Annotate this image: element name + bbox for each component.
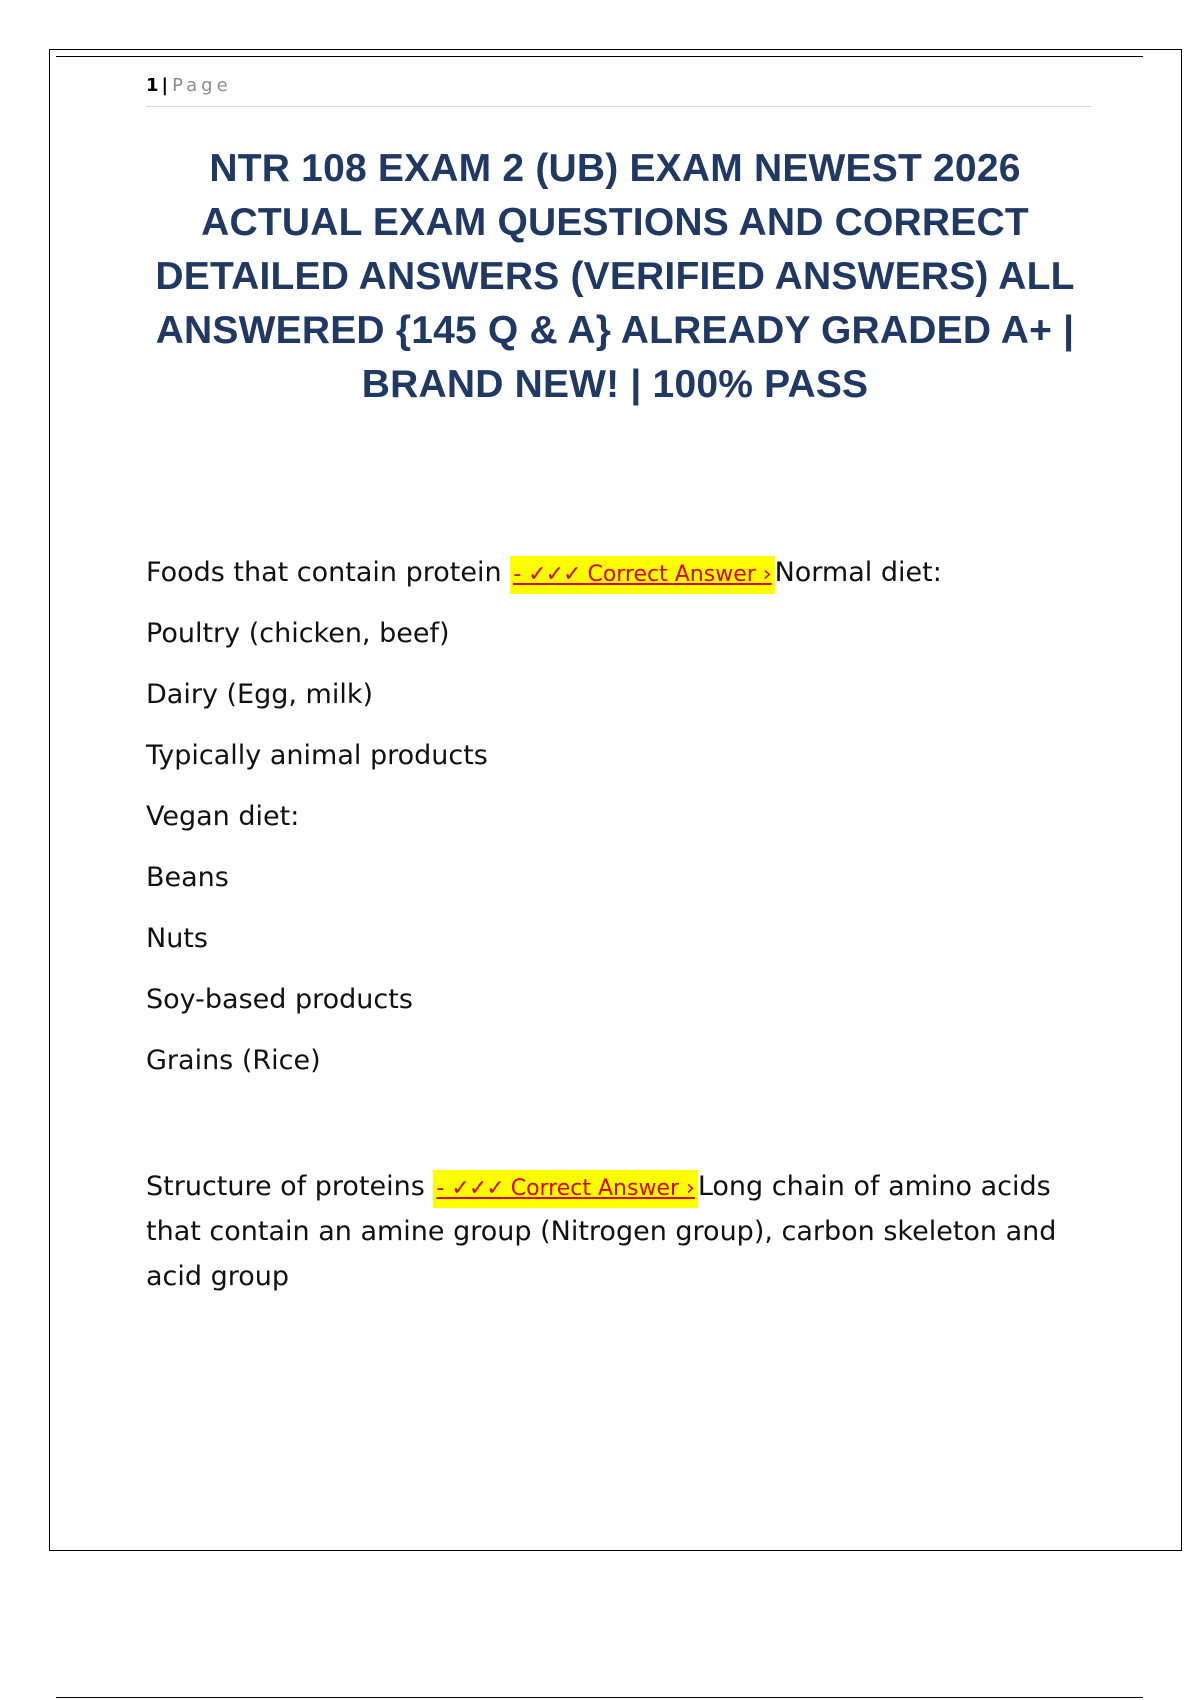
- chevron-right-icon: ›: [762, 562, 772, 587]
- question-text: Foods that contain protein: [146, 557, 502, 588]
- answer-line: Grains (Rice): [146, 1045, 321, 1076]
- qa-block-structure-of-proteins: [146, 1164, 1076, 1299]
- bottom-rule: [56, 1697, 1143, 1698]
- answer-line: Nuts: [146, 923, 208, 954]
- page-label: Page: [172, 75, 232, 96]
- question-line: [146, 1164, 1076, 1299]
- answer-line: Beans: [146, 862, 229, 893]
- question-line: [146, 554, 1076, 615]
- answer-line: Soy-based products: [146, 984, 413, 1015]
- checkmark-icon: ✓✓✓: [528, 562, 581, 587]
- question-text: Structure of proteins: [146, 1171, 425, 1202]
- page-number: 1: [146, 75, 159, 96]
- qa-block-foods-with-protein: [146, 554, 1076, 1103]
- answer-line: Vegan diet:: [146, 801, 300, 832]
- answer-text: Normal diet:: [774, 557, 942, 588]
- chevron-right-icon: ›: [686, 1176, 695, 1201]
- answer-line: Typically animal products: [146, 740, 488, 771]
- page-separator: |: [161, 75, 169, 96]
- checkmark-icon: ✓✓✓: [451, 1176, 504, 1201]
- answer-line: Poultry (chicken, beef): [146, 618, 450, 649]
- answer-text: Long chain of amino acids that contain an amine group (Nitrogen group), carbon skeleton and acid group: [146, 1171, 1057, 1292]
- top-rule: [56, 56, 1143, 57]
- document-title: NTR 108 EXAM 2 (UB) EXAM NEWEST 2026 ACTUAL EXAM QUESTIONS AND CORRECT DETAILED ANSWERS (VERIFIED ANSWERS) ALL ANSWERED {145 Q & A} ALREADY GRADED A+ | BRAND NEW! | 100% PASS: [155, 147, 1075, 406]
- answer-line: Dairy (Egg, milk): [146, 679, 374, 710]
- correct-answer-marker: - ✓✓✓ Correct Answer ›: [433, 1170, 697, 1208]
- correct-answer-marker: - ✓✓✓ Correct Answer ›: [510, 556, 774, 594]
- page-header: [146, 74, 1092, 107]
